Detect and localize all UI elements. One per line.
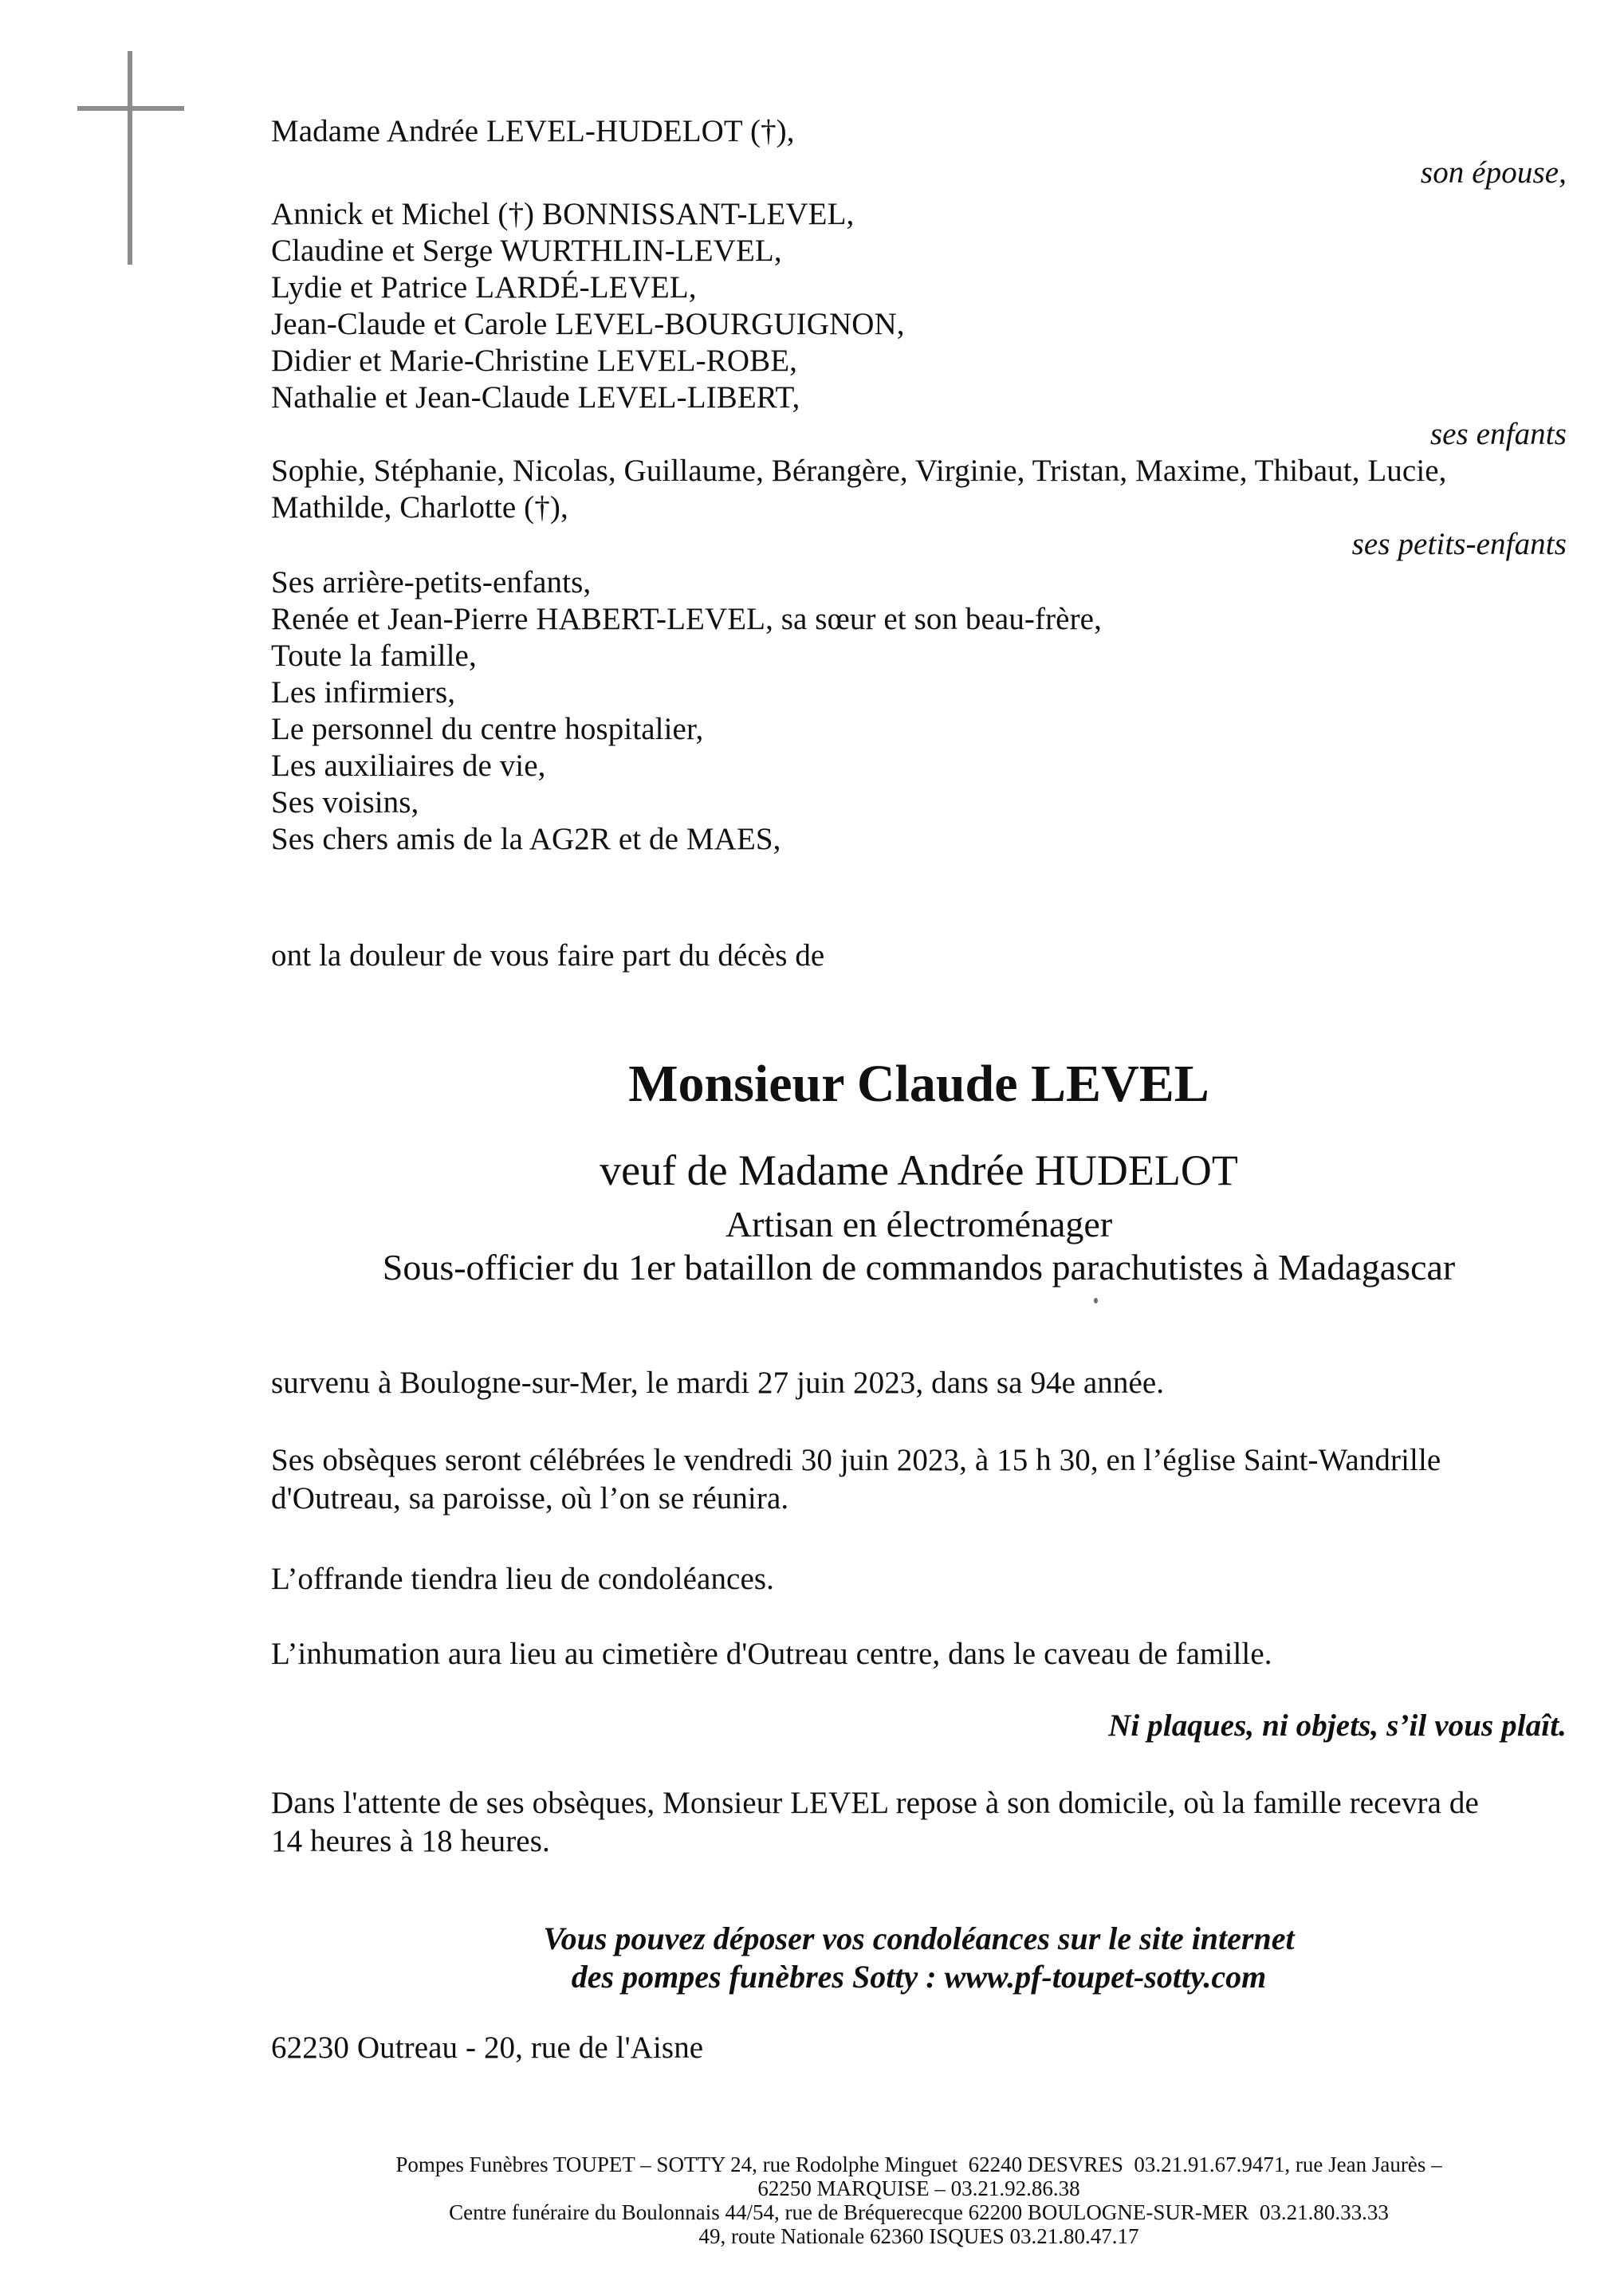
mourner-name: Nathalie et Jean-Claude LEVEL-LIBERT, — [271, 380, 800, 415]
mourner-name: Ses arrière-petits-enfants, — [271, 565, 592, 600]
condolences-line: Vous pouvez déposer vos condoléances sur le site internet — [543, 1921, 1295, 1956]
mourner-name: Sophie, Stéphanie, Nicolas, Guillaume, Bérangère, Virginie, Tristan, Maxime, Thibaut, Lucie, — [271, 454, 1447, 488]
visitation-line: Dans l'attente de ses obsèques, Monsieur LEVEL repose à son domicile, où la famille recevra de — [271, 1786, 1479, 1820]
mourner-name: Toute la famille, — [271, 639, 477, 673]
page-title: Monsieur Claude LEVEL — [628, 1055, 1209, 1113]
mourner-name: Didier et Marie-Christine LEVEL-ROBE, — [271, 344, 798, 378]
relation-label: son épouse, — [1420, 155, 1567, 190]
spouse-name-line — [271, 113, 1567, 150]
memorial-cross-vertical-bar — [128, 51, 132, 265]
death-details-line: survenu à Boulogne-sur-Mer, le mardi 27 juin 2023, dans sa 94e année. — [271, 1366, 1165, 1400]
mourner-name: Annick et Michel (†) BONNISSANT-LEVEL, — [271, 197, 855, 231]
offering-line: L’offrande tiendra lieu de condoléances. — [271, 1562, 774, 1596]
deceased-name-title — [271, 1056, 1567, 1113]
funeral-details-line: d'Outreau, sa paroisse, où l’on se réunira. — [271, 1481, 789, 1516]
other-mourners-list — [271, 564, 1567, 858]
mourner-name: Ses voisins, — [271, 785, 419, 820]
mourner-name: Lydie et Patrice LARDÉ-LEVEL, — [271, 270, 697, 305]
visitation-line: 14 heures à 18 heures. — [271, 1824, 550, 1858]
announcement-line: ont la douleur de vous faire part du décès de — [271, 938, 825, 973]
memorial-cross-horizontal-bar — [77, 106, 184, 111]
children-relation-label — [271, 416, 1567, 453]
burial-line: L’inhumation aura lieu au cimetière d'Outreau centre, dans le caveau de famille. — [271, 1637, 1272, 1671]
military-title-line: Sous-officier du 1er bataillon de commandos parachutistes à Madagascar — [382, 1247, 1456, 1288]
relation-label: ses petits-enfants — [1351, 527, 1567, 561]
home-address-line: 62230 Outreau - 20, rue de l'Aisne — [271, 2031, 704, 2065]
mourner-name: Jean-Claude et Carole LEVEL-BOURGUIGNON, — [271, 307, 905, 341]
relation-label: ses enfants — [1429, 417, 1567, 451]
no-plaques-notice: Ni plaques, ni objets, s’il vous plaît. — [1108, 1708, 1567, 1743]
mourner-name: Madame Andrée LEVEL-HUDELOT (†), — [271, 114, 795, 148]
funeral-details-line: Ses obsèques seront célébrées le vendredi 30 juin 2023, à 15 h 30, en l’église Saint-Wandrille — [271, 1443, 1441, 1477]
mourner-name: Ses chers amis de la AG2R et de MAES, — [271, 822, 781, 856]
funeral-home-info-line: Centre funéraire du Boulonnais 44/54, rue de Bréquerecque 62200 BOULOGNE-SUR-MER 03.21.80.33.33 — [449, 2200, 1389, 2224]
funeral-home-info-line: 49, route Nationale 62360 ISQUES 03.21.80.47.17 — [698, 2224, 1139, 2248]
deceased-subtitle: veuf de Madame Andrée HUDELOT — [600, 1146, 1238, 1194]
online-condolences-paragraph — [271, 1920, 1567, 1996]
funeral-home-info-line: Pompes Funèbres TOUPET – SOTTY 24, rue Rodolphe Minguet 62240 DESVRES 03.21.91.67.9471, rue Jean Jaurès – — [395, 2152, 1442, 2176]
text-column — [271, 0, 1567, 2296]
spouse-relation-label — [271, 155, 1567, 191]
grandchildren-relation-label — [271, 526, 1567, 563]
children-names-list — [271, 196, 1567, 416]
mourner-name: Les infirmiers, — [271, 675, 456, 710]
mourner-name: Les auxiliaires de vie, — [271, 749, 546, 783]
visitation-paragraph — [271, 1784, 1567, 1861]
funeral-home-footer — [271, 2152, 1567, 2248]
profession-line: Artisan en électroménager — [725, 1204, 1113, 1244]
mourner-name: Le personnel du centre hospitalier, — [271, 712, 704, 746]
mourner-name: Mathilde, Charlotte (†), — [271, 490, 568, 525]
funeral-details-paragraph — [271, 1441, 1567, 1518]
mourner-name: Renée et Jean-Pierre HABERT-LEVEL, sa sœur et son beau-frère, — [271, 602, 1102, 636]
funeral-home-info-line: 62250 MARQUISE – 03.21.92.86.38 — [757, 2176, 1080, 2200]
condolences-website-line: des pompes funèbres Sotty : www.pf-toupet-sotty.com — [571, 1959, 1267, 1995]
grandchildren-names-list — [271, 453, 1567, 526]
mourner-name: Claudine et Serge WURTHLIN-LEVEL, — [271, 234, 782, 268]
